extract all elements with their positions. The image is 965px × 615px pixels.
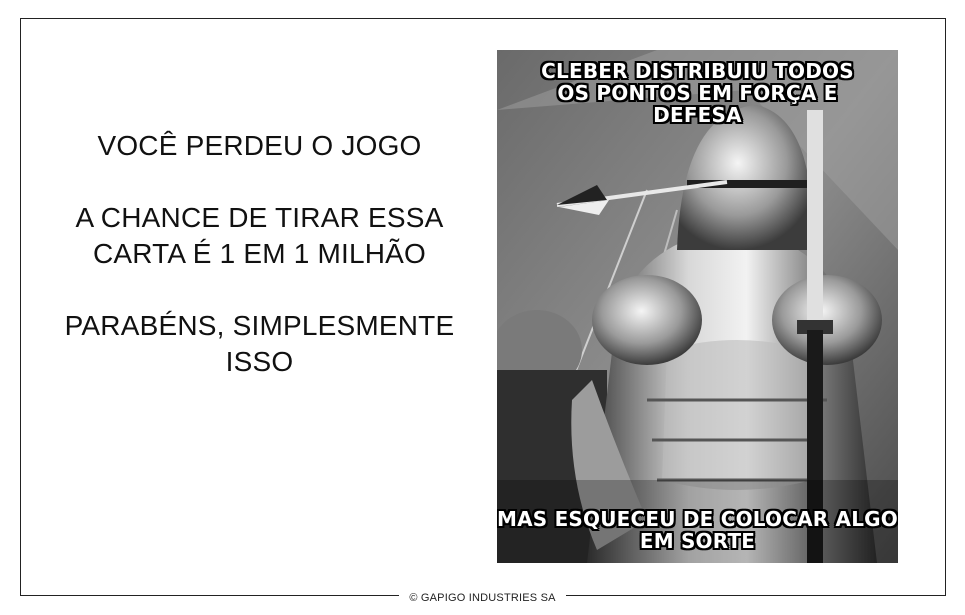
footer: [0, 588, 965, 606]
chance-text: A CHANCE DE TIRAR ESSA CARTA É 1 EM 1 MILHÃO: [75, 202, 444, 269]
meme-image: [497, 50, 898, 563]
congrats-text: PARABÉNS, SIMPLESMENTE ISSO: [64, 310, 455, 377]
meme-top-caption: CLEBER DISTRIBUIU TODOS OS PONTOS EM FORÇA E DEFESA: [541, 59, 854, 127]
meme-bottom-caption: MAS ESQUECEU DE COLOCAR ALGO EM SORTE: [497, 507, 898, 553]
lost-game-text: VOCÊ PERDEU O JOGO: [97, 130, 422, 161]
message-text: [42, 128, 477, 416]
copyright-text: © GAPIGO INDUSTRIES SA: [399, 592, 565, 604]
